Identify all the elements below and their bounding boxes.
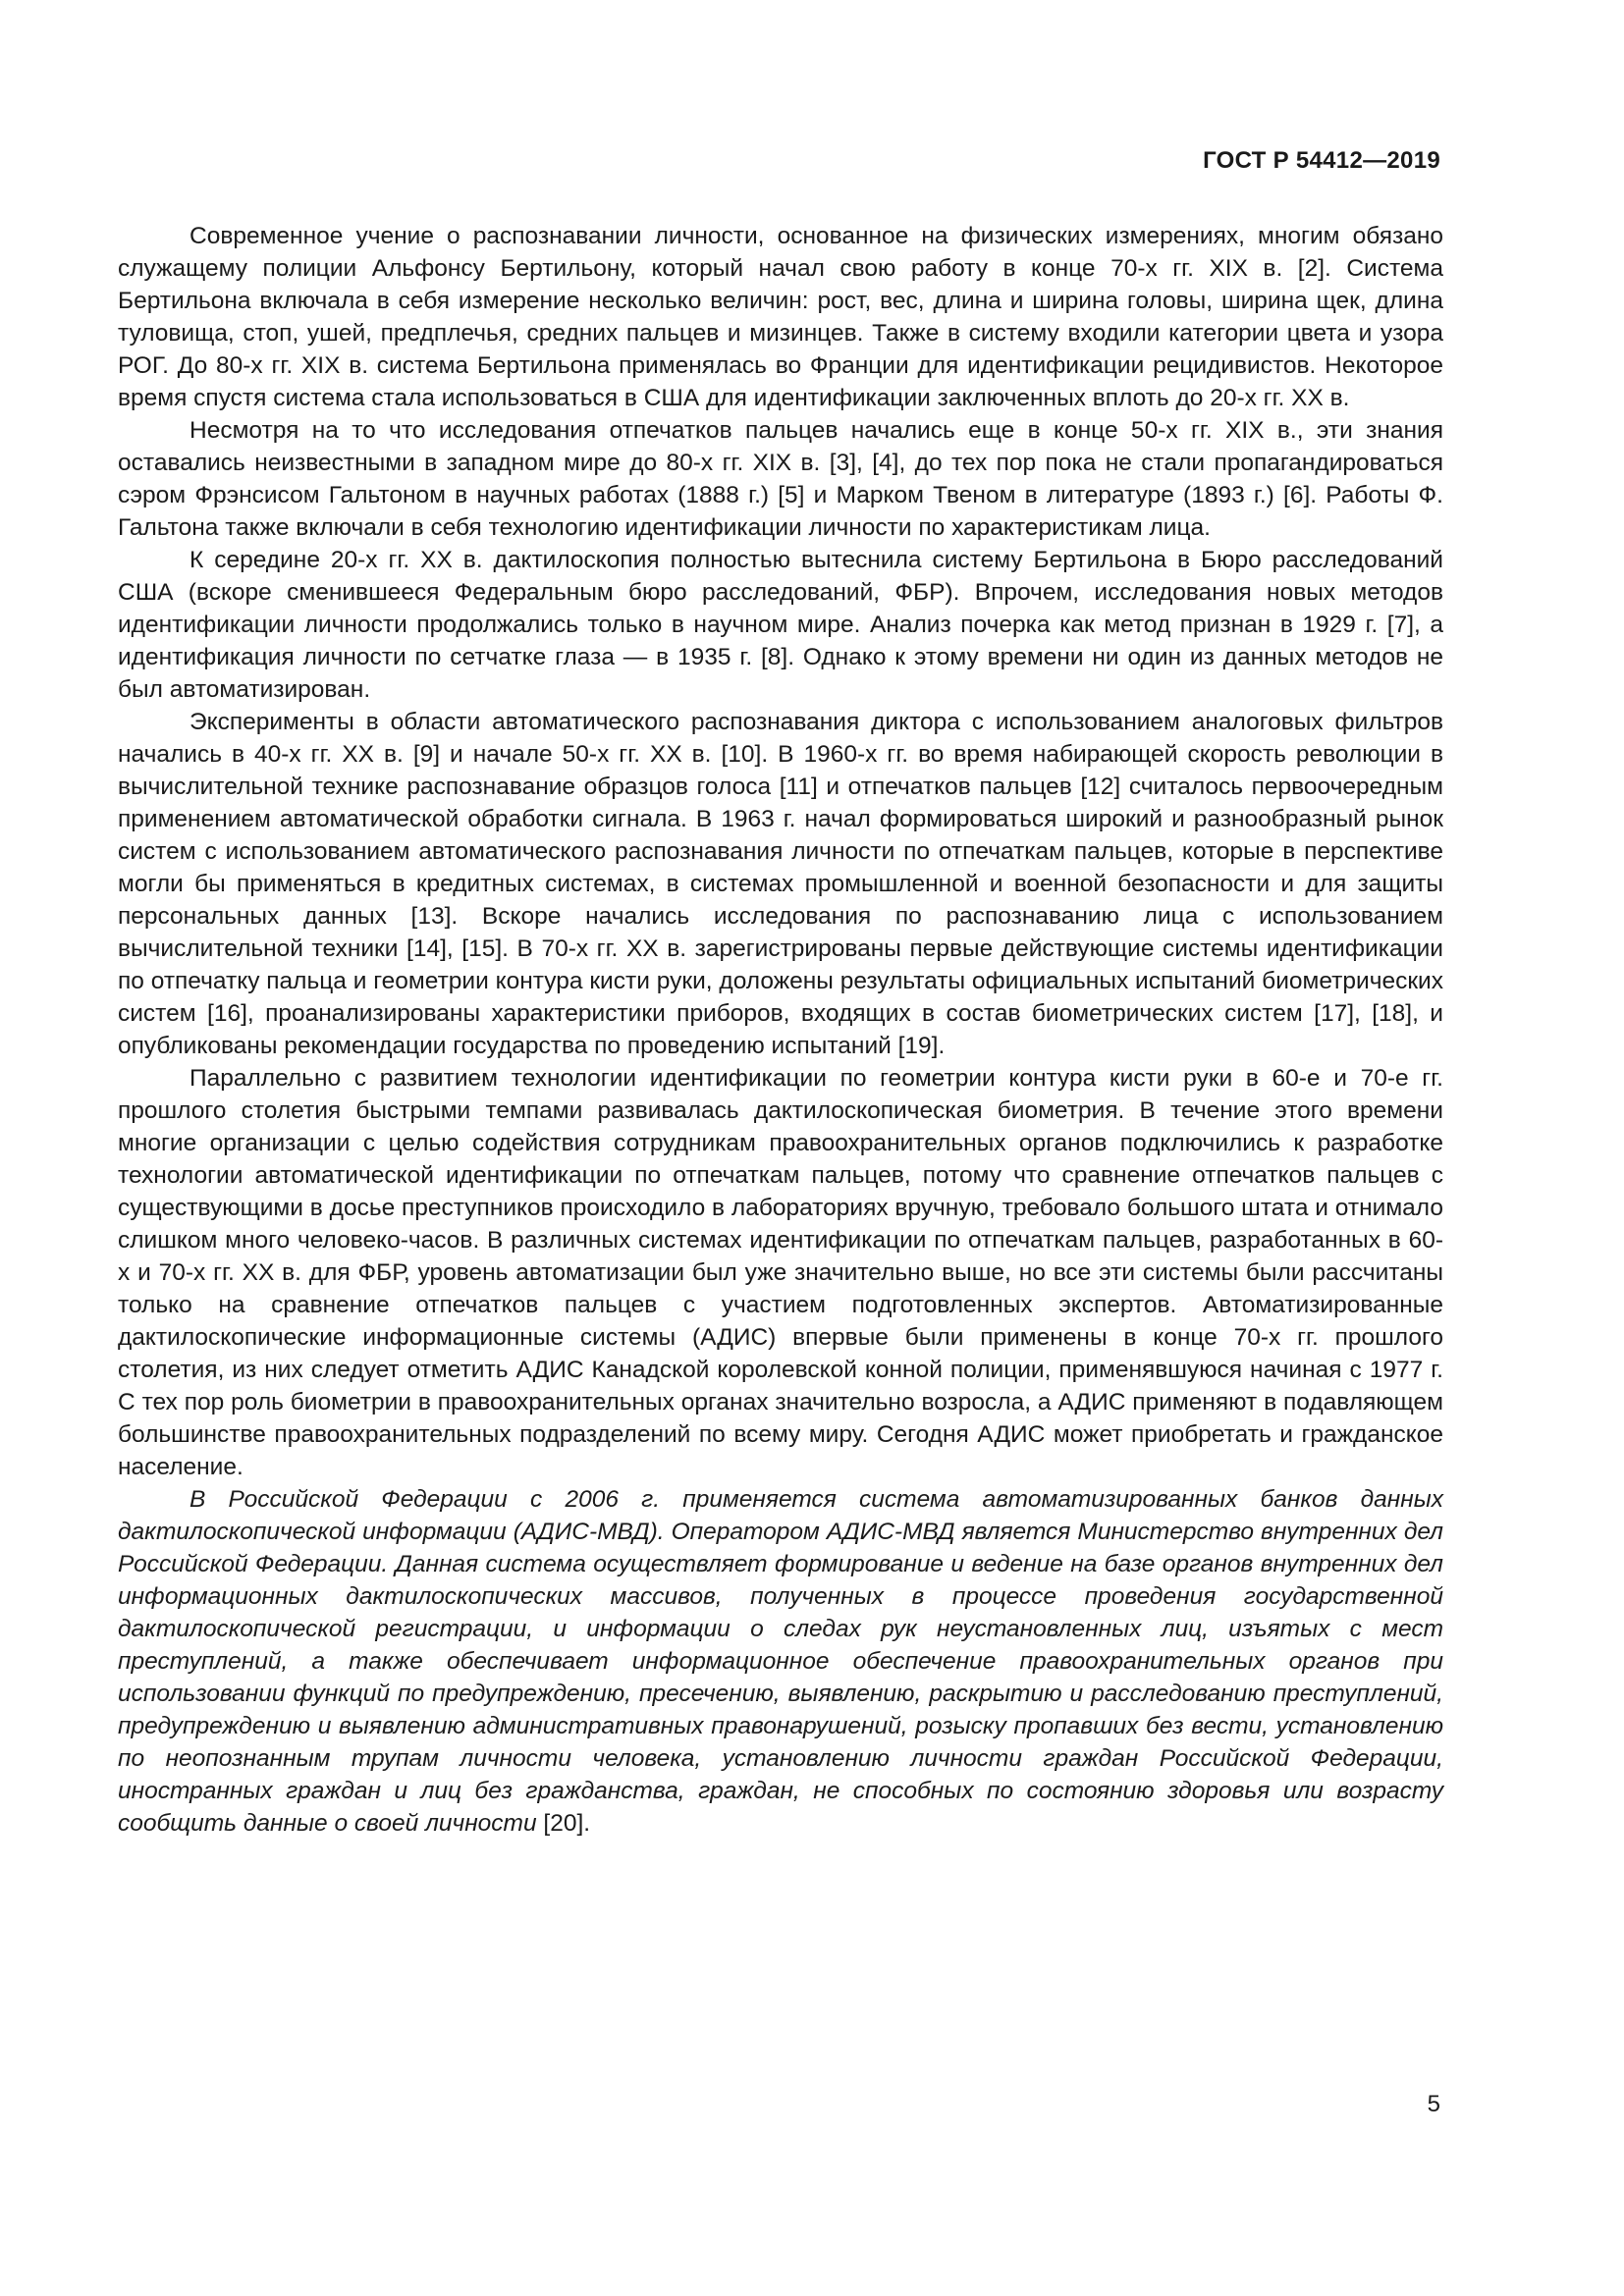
standard-header: ГОСТ Р 54412—2019 (1203, 147, 1440, 174)
paragraph-bertillon: Современное учение о распознавании личности, основанное на физических измерениях, многим обязано служащему полиции Альфонсу Бертильону, который начал свою работу в конце 70-х гг. XIX в. [2]. Система Бертильона включала в себя измерение несколько величин: рост, вес, длина и ширина головы, ширина щек, длина туловища, стоп, ушей, предплечья, средних пальцев и мизинцев. Также в систему входили категории цвета и узора РОГ. До 80-х гг. XIX в. система Бертильона применялась во Франции для идентификации рецидивистов. Некоторое время спустя система стала использоваться в США для идентификации заключенных вплоть до 20-х гг. XX в. (118, 223, 1443, 411)
body-text (118, 220, 1443, 1840)
paragraph-russian-afis-note (118, 1483, 1443, 1840)
paragraph-speaker-recognition: Эксперименты в области автоматического распознавания диктора с использованием аналоговых фильтров начались в 40-х гг. XX в. [9] и начале 50-х гг. XX в. [10]. В 1960-х гг. во время набирающей скорость революции в вычислительной технике распознавание образцов голоса [11] и отпечатков пальцев [12] считалось первоочередным применением автоматической обработки сигнала. В 1963 г. начал формироваться широкий и разнообразный рынок систем с использованием автоматического распознавания личности по отпечаткам пальцев, которые в перспективе могли бы применяться в кредитных системах, в системах промышленной и военной безопасности и для защиты персональных данных [13]. Вскоре начались исследования по распознаванию лица с использованием вычислительной техники [14], [15]. В 70-х гг. XX в. зарегистрированы первые действующие системы идентификации по отпечатку пальца и геометрии контура кисти руки, доложены результаты официальных испытаний биометрических систем [16], проанализированы характеристики приборов, входящих в состав биометрических систем [17], [18], и опубликованы рекомендации государства по проведению испытаний [19]. (118, 709, 1443, 1059)
note-italic-text: В Российской Федерации с 2006 г. применяется система автоматизированных банков данных дактилоскопической информации (АДИС-МВД). Оператором АДИС-МВД является Министерство внутренних дел Российской Федерации. Данная система осуществляет формирование и ведение на базе органов внутренних дел информационных дактилоскопических массивов, полученных в процессе проведения государственной дактилоскопической регистрации, и информации о следах рук неустановленных лиц, изъятых с мест преступлений, а также обеспечивает информационное обеспечение правоохранительных органов при использовании функций по предупреждению, пресечению, выявлению, раскрытию и расследованию преступлений, предупреждению и выявлению административных правонарушений, розыску пропавших без вести, установлению по неопознанным трупам личности человека, установлению личности граждан Российской Федерации, иностранных граждан и лиц без гражданства, граждан, не способных по состоянию здоровья или возрасту сообщить данные о своей личности (118, 1486, 1443, 1837)
note-reference: [20]. (536, 1810, 591, 1837)
paragraph-fingerprints-history: Несмотря на то что исследования отпечатков пальцев начались еще в конце 50-х гг. XIX в., эти знания оставались неизвестными в западном мире до 80-х гг. XIX в. [3], [4], до тех пор пока не стали пропагандироваться сэром Фрэнсисом Гальтоном в научных работах (1888 г.) [5] и Марком Твеном в литературе (1893 г.) [6]. Работы Ф. Гальтона также включали в себя технологию идентификации личности по характеристикам лица. (118, 417, 1443, 541)
paragraph-dactyloscopy-fbi: К середине 20-х гг. XX в. дактилоскопия полностью вытеснила систему Бертильона в Бюро расследований США (вскоре сменившееся Федеральным бюро расследований, ФБР). Впрочем, исследования новых методов идентификации личности продолжались только в научном мире. Анализ почерка как метод признан в 1929 г. [7], а идентификация личности по сетчатке глаза — в 1935 г. [8]. Однако к этому времени ни один из данных методов не был автоматизирован. (118, 547, 1443, 703)
page-number: 5 (1427, 2091, 1440, 2117)
paragraph-afis-development: Параллельно с развитием технологии идентификации по геометрии контура кисти руки в 60-е и 70-е гг. прошлого столетия быстрыми темпами развивалась дактилоскопическая биометрия. В течение этого времени многие организации с целью содействия сотрудникам правоохранительных органов подключились к разработке технологии автоматической идентификации по отпечаткам пальцев, потому что сравнение отпечатков пальцев с существующими в досье преступников происходило в лабораториях вручную, требовало большого штата и отнимало слишком много человеко-часов. В различных системах идентификации по отпечаткам пальцев, разработанных в 60-х и 70-х гг. XX в. для ФБР, уровень автоматизации был уже значительно выше, но все эти системы были рассчитаны только на сравнение отпечатков пальцев с участием подготовленных экспертов. Автоматизированные дактилоскопические информационные системы (АДИС) впервые были применены в конце 70-х гг. прошлого столетия, из них следует отметить АДИС Канадской королевской конной полиции, применявшуюся начиная с 1977 г. С тех пор роль биометрии в правоохранительных органах значительно возросла, а АДИС применяют в подавляющем большинстве правоохранительных подразделений по всему миру. Сегодня АДИС может приобретать и гражданское население. (118, 1065, 1443, 1480)
